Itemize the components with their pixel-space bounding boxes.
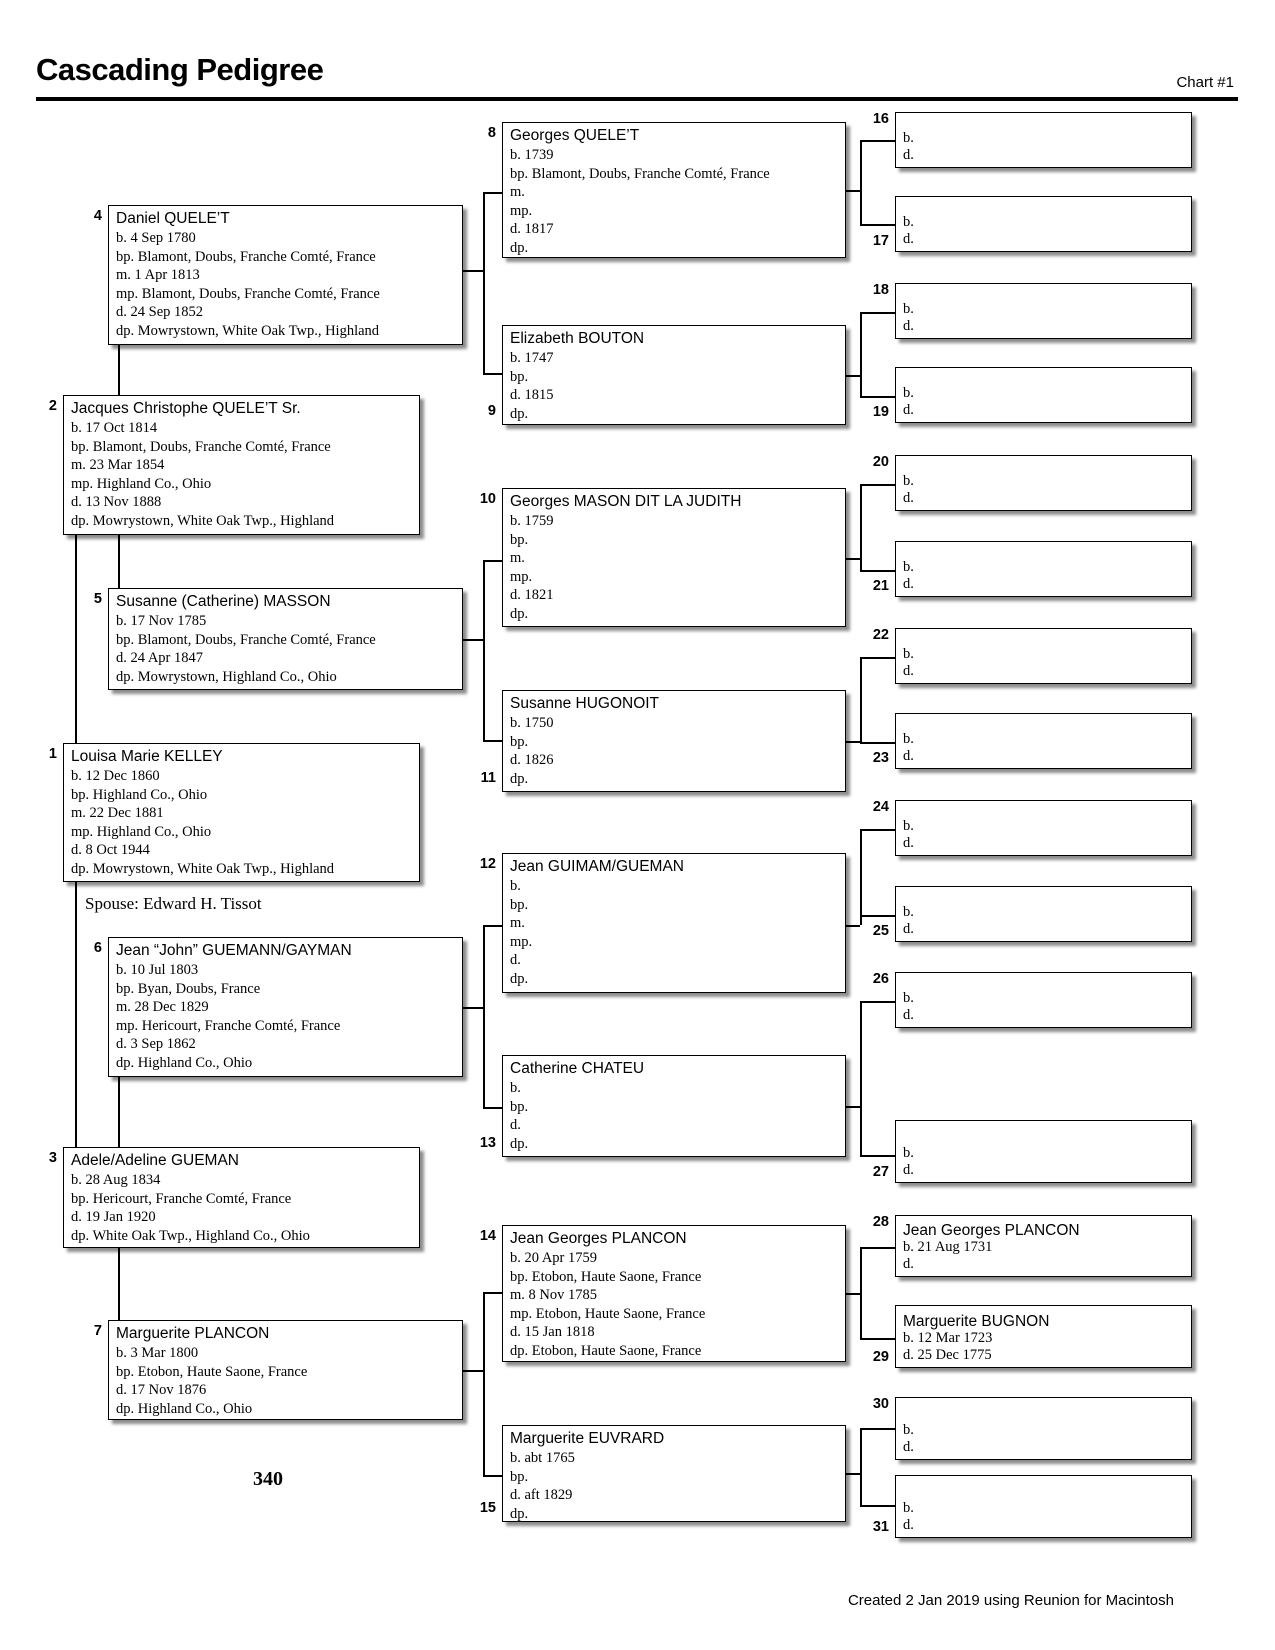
person-detail-line: dp. Mowrystown, Highland Co., Ohio xyxy=(116,668,337,685)
person-detail-line: b. xyxy=(903,130,914,146)
person-box-8 xyxy=(502,122,846,258)
connector-line xyxy=(483,1107,502,1109)
person-name: Marguerite EUVRARD xyxy=(510,1430,665,1447)
person-number-30: 30 xyxy=(872,1396,889,1412)
person-detail-line: d. xyxy=(903,921,914,937)
person-detail-line: dp. xyxy=(510,970,529,987)
person-number-24: 24 xyxy=(872,799,889,815)
person-number-8: 8 xyxy=(487,125,496,141)
person-detail-line: b. xyxy=(903,385,914,401)
person-box-21 xyxy=(895,541,1192,597)
person-box-18 xyxy=(895,283,1192,339)
person-box-6 xyxy=(108,937,463,1077)
person-detail-line: b. xyxy=(903,990,914,1006)
person-number-14: 14 xyxy=(479,1228,496,1244)
person-box-7 xyxy=(108,1320,463,1420)
person-detail-line: bp. Hericourt, Franche Comté, France xyxy=(71,1190,292,1207)
connector-line xyxy=(483,373,502,375)
person-detail-line: m. 22 Dec 1881 xyxy=(71,805,164,822)
connector-line xyxy=(860,657,862,742)
person-box-25 xyxy=(895,886,1192,942)
person-number-2: 2 xyxy=(48,398,57,414)
connector-line xyxy=(483,740,502,742)
person-box-16 xyxy=(895,112,1192,168)
connector-line xyxy=(483,1475,502,1477)
person-number-31: 31 xyxy=(872,1519,889,1535)
person-detail-line: b. xyxy=(510,878,521,894)
person-number-26: 26 xyxy=(872,971,889,987)
person-box-28 xyxy=(895,1215,1192,1277)
person-detail-line: dp. Etobon, Haute Saone, France xyxy=(510,1342,702,1359)
person-detail-line: d. xyxy=(903,147,914,163)
person-name: Elizabeth BOUTON xyxy=(510,330,645,347)
person-name: Adele/Adeline GUEMAN xyxy=(71,1152,239,1169)
person-detail-line: d. 1821 xyxy=(510,587,554,604)
person-detail-line: b. 17 Oct 1814 xyxy=(71,420,158,436)
person-detail-line: bp. Etobon, Haute Saone, France xyxy=(510,1268,702,1285)
person-box-14 xyxy=(502,1225,846,1362)
person-box-30 xyxy=(895,1397,1192,1460)
person-number-1: 1 xyxy=(48,746,57,762)
person-box-13 xyxy=(502,1055,846,1157)
connector-line xyxy=(846,190,860,192)
person-detail-line: d. xyxy=(903,663,914,679)
connector-line xyxy=(483,1292,485,1475)
person-detail-line: b. xyxy=(903,473,914,489)
person-detail-line: dp. Highland Co., Ohio xyxy=(116,1054,253,1071)
connector-line xyxy=(463,1007,483,1009)
person-number-10: 10 xyxy=(479,491,496,507)
connector-line xyxy=(860,312,862,396)
chart-number-label: Chart #1 xyxy=(1176,74,1234,91)
page-title: Cascading Pedigree xyxy=(36,52,324,87)
person-name: Jacques Christophe QUELE’T Sr. xyxy=(71,400,301,417)
person-box-10 xyxy=(502,488,846,627)
connector-line xyxy=(860,1428,895,1430)
person-box-19 xyxy=(895,367,1192,423)
person-number-6: 6 xyxy=(93,940,102,956)
person-detail-line: b. 10 Jul 1803 xyxy=(116,962,199,978)
person-box-22 xyxy=(895,628,1192,684)
person-number-7: 7 xyxy=(93,1323,102,1339)
person-detail-line: mp. xyxy=(510,202,533,219)
person-detail-line: m. 23 Mar 1854 xyxy=(71,457,165,474)
person-number-15: 15 xyxy=(479,1500,496,1516)
person-detail-line: bp. Etobon, Haute Saone, France xyxy=(116,1363,308,1380)
person-detail-line: mp. Hericourt, Franche Comté, France xyxy=(116,1017,341,1034)
person-name: Georges MASON DIT LA JUDITH xyxy=(510,493,742,510)
connector-line xyxy=(483,192,485,373)
person-number-27: 27 xyxy=(872,1164,889,1180)
person-name: Jean “John” GUEMANN/GAYMAN xyxy=(116,942,352,959)
person-detail-line: m. 1 Apr 1813 xyxy=(116,267,200,284)
person-detail-line: b. xyxy=(903,818,914,834)
person-detail-line: d. 1826 xyxy=(510,752,554,769)
person-detail-line: d. xyxy=(903,490,914,506)
connector-line xyxy=(118,345,120,395)
person-detail-line: d. 13 Nov 1888 xyxy=(71,494,162,511)
person-detail-line: dp. White Oak Twp., Highland Co., Ohio xyxy=(71,1227,310,1244)
person-number-22: 22 xyxy=(872,627,889,643)
person-detail-line: d. xyxy=(903,1517,914,1533)
created-note: Created 2 Jan 2019 using Reunion for Macintosh xyxy=(847,1592,1174,1609)
person-detail-line: dp. xyxy=(510,405,529,422)
person-detail-line: d. 15 Jan 1818 xyxy=(510,1324,595,1341)
title-divider xyxy=(36,97,1238,101)
person-box-4 xyxy=(108,205,463,345)
connector-line xyxy=(860,140,895,142)
connector-line xyxy=(846,375,860,377)
connector-line xyxy=(483,560,485,740)
person-detail-line: dp. Mowrystown, White Oak Twp., Highland xyxy=(71,860,335,877)
person-box-20 xyxy=(895,455,1192,511)
person-detail-line: b. xyxy=(903,904,914,920)
person-detail-line: bp. xyxy=(510,368,529,385)
person-detail-line: b. xyxy=(903,559,914,575)
person-detail-line: bp. Blamont, Doubs, Franche Comté, France xyxy=(116,631,376,648)
person-detail-line: bp. Blamont, Doubs, Franche Comté, France xyxy=(116,248,376,265)
connector-line xyxy=(860,224,895,226)
person-detail-line: b. 12 Mar 1723 xyxy=(903,1330,993,1346)
person-detail-line: bp. xyxy=(510,1468,529,1485)
person-detail-line: d. 1817 xyxy=(510,221,554,238)
person-detail-line: b. xyxy=(903,1500,914,1516)
connector-line xyxy=(860,742,895,744)
person-number-19: 19 xyxy=(872,404,889,420)
person-detail-line: b. xyxy=(903,646,914,662)
person-name: Daniel QUELE’T xyxy=(116,210,230,227)
connector-line xyxy=(860,396,895,398)
connector-line xyxy=(846,1473,860,1475)
person-detail-line: dp. xyxy=(510,1135,529,1152)
person-box-29 xyxy=(895,1305,1192,1368)
person-detail-line: dp. Mowrystown, White Oak Twp., Highland xyxy=(71,512,335,529)
person-name: Catherine CHATEU xyxy=(510,1060,645,1077)
page-number: 340 xyxy=(253,1468,283,1490)
person-detail-line: mp. Blamont, Doubs, Franche Comté, France xyxy=(116,285,380,302)
connector-line xyxy=(860,1505,895,1507)
person-detail-line: b. 28 Aug 1834 xyxy=(71,1172,161,1188)
person-detail-line: mp. xyxy=(510,568,533,585)
connector-line xyxy=(483,192,502,194)
person-detail-line: d. xyxy=(903,835,914,851)
person-detail-line: d. 3 Sep 1862 xyxy=(116,1036,196,1053)
connector-line xyxy=(483,925,502,927)
person-name: Jean Georges PLANCON xyxy=(510,1230,687,1247)
person-detail-line: m. xyxy=(510,184,525,201)
person-number-20: 20 xyxy=(872,454,889,470)
person-detail-line: mp. Highland Co., Ohio xyxy=(71,823,212,840)
person-number-11: 11 xyxy=(480,770,496,786)
connector-line xyxy=(846,558,860,560)
person-name: Susanne (Catherine) MASSON xyxy=(116,593,331,610)
connector-line xyxy=(75,882,77,1147)
person-name: Jean Georges PLANCON xyxy=(903,1222,1080,1239)
person-number-13: 13 xyxy=(479,1135,496,1151)
person-number-4: 4 xyxy=(93,208,102,224)
connector-line xyxy=(860,1428,862,1505)
person-detail-line: d. 24 Sep 1852 xyxy=(116,304,203,321)
connector-line xyxy=(860,657,895,659)
connector-line xyxy=(846,1293,860,1295)
person-box-26 xyxy=(895,972,1192,1028)
person-box-15 xyxy=(502,1425,846,1522)
person-detail-line: d. xyxy=(903,231,914,247)
connector-line xyxy=(860,829,895,831)
person-detail-line: d. xyxy=(903,1439,914,1455)
connector-line xyxy=(860,1247,862,1338)
connector-line xyxy=(846,741,860,743)
connector-line xyxy=(463,270,483,272)
connector-line xyxy=(860,312,895,314)
person-detail-line: d. xyxy=(903,318,914,334)
person-detail-line: mp. Etobon, Haute Saone, France xyxy=(510,1305,706,1322)
person-number-28: 28 xyxy=(872,1214,889,1230)
connector-line xyxy=(860,140,862,224)
person-number-23: 23 xyxy=(872,750,889,766)
person-detail-line: bp. xyxy=(510,1098,529,1115)
person-number-29: 29 xyxy=(872,1349,889,1365)
person-box-5 xyxy=(108,588,463,690)
person-detail-line: d. xyxy=(510,952,521,969)
person-detail-line: dp. xyxy=(510,605,529,622)
person-detail-line: b. 3 Mar 1800 xyxy=(116,1345,199,1361)
person-detail-line: b. 4 Sep 1780 xyxy=(116,230,196,246)
person-number-12: 12 xyxy=(479,856,496,872)
person-box-27 xyxy=(895,1120,1192,1183)
person-detail-line: dp. xyxy=(510,770,529,787)
person-detail-line: dp. Highland Co., Ohio xyxy=(116,1400,253,1417)
person-detail-line: d. xyxy=(903,748,914,764)
person-number-17: 17 xyxy=(872,233,889,249)
person-detail-line: bp. Highland Co., Ohio xyxy=(71,786,208,803)
connector-line xyxy=(483,1292,502,1294)
connector-line xyxy=(860,1155,895,1157)
person-detail-line: b. 21 Aug 1731 xyxy=(903,1239,993,1255)
connector-line xyxy=(846,925,860,927)
connector-line xyxy=(860,1338,895,1340)
person-detail-line: m. 8 Nov 1785 xyxy=(510,1287,597,1304)
person-detail-line: b. xyxy=(903,1422,914,1438)
person-box-31 xyxy=(895,1475,1192,1538)
person-detail-line: d. 24 Apr 1847 xyxy=(116,650,203,667)
person-detail-line: b. xyxy=(903,731,914,747)
person-box-11 xyxy=(502,690,846,792)
person-detail-line: d. 17 Nov 1876 xyxy=(116,1382,207,1399)
person-box-23 xyxy=(895,713,1192,769)
person-detail-line: dp. Mowrystown, White Oak Twp., Highland xyxy=(116,322,380,339)
connector-line xyxy=(483,925,485,1107)
person-detail-line: b. 1759 xyxy=(510,513,554,529)
person-number-21: 21 xyxy=(872,578,889,594)
person-detail-line: d. xyxy=(510,1117,521,1134)
person-number-18: 18 xyxy=(872,282,889,298)
person-detail-line: d. xyxy=(903,576,914,592)
person-detail-line: bp. xyxy=(510,733,529,750)
connector-line xyxy=(75,535,77,743)
person-number-25: 25 xyxy=(872,923,889,939)
person-detail-line: m. xyxy=(510,550,525,567)
spouse-note: Spouse: Edward H. Tissot xyxy=(85,894,262,913)
person-name: Marguerite BUGNON xyxy=(903,1313,1050,1330)
person-detail-line: m. 28 Dec 1829 xyxy=(116,999,209,1016)
person-number-16: 16 xyxy=(872,111,889,127)
connector-line xyxy=(860,570,895,572)
connector-line xyxy=(118,1077,120,1147)
connector-line xyxy=(860,1001,895,1003)
person-name: Georges QUELE’T xyxy=(510,127,640,144)
person-detail-line: d. 1815 xyxy=(510,387,554,404)
person-detail-line: d. 19 Jan 1920 xyxy=(71,1209,156,1226)
person-detail-line: d. aft 1829 xyxy=(510,1487,573,1504)
person-name: Marguerite PLANCON xyxy=(116,1325,270,1342)
person-box-2 xyxy=(63,395,420,535)
person-box-12 xyxy=(502,853,846,993)
connector-line xyxy=(860,484,895,486)
person-box-1 xyxy=(63,743,420,882)
person-detail-line: bp. Byan, Doubs, France xyxy=(116,980,261,997)
person-detail-line: m. xyxy=(510,915,525,932)
connector-line xyxy=(860,484,862,570)
connector-line xyxy=(860,829,862,925)
person-detail-line: b. 1750 xyxy=(510,715,554,731)
person-box-3 xyxy=(63,1147,420,1248)
person-detail-line: dp. xyxy=(510,1505,529,1522)
person-detail-line: b. xyxy=(903,1145,914,1161)
person-detail-line: d. xyxy=(903,1162,914,1178)
person-number-9: 9 xyxy=(487,403,496,419)
person-detail-line: d. 25 Dec 1775 xyxy=(903,1347,992,1363)
person-detail-line: d. xyxy=(903,1256,914,1272)
person-detail-line: dp. xyxy=(510,239,529,256)
person-name: Jean GUIMAM/GUEMAN xyxy=(510,858,684,875)
person-detail-line: b. xyxy=(510,1080,521,1096)
person-detail-line: b. 12 Dec 1860 xyxy=(71,768,160,784)
person-detail-line: bp. Blamont, Doubs, Franche Comté, France xyxy=(510,165,770,182)
connector-line xyxy=(860,1001,862,1155)
person-detail-line: b. 1739 xyxy=(510,147,554,163)
person-number-3: 3 xyxy=(48,1150,57,1166)
connector-line xyxy=(118,1248,120,1320)
person-detail-line: b. 1747 xyxy=(510,350,554,366)
person-detail-line: b. 17 Nov 1785 xyxy=(116,613,207,629)
person-detail-line: d. xyxy=(903,402,914,418)
person-box-24 xyxy=(895,800,1192,856)
connector-line xyxy=(860,1247,895,1249)
person-name: Susanne HUGONOIT xyxy=(510,695,660,712)
connector-line xyxy=(463,1370,483,1372)
person-number-5: 5 xyxy=(93,591,102,607)
connector-line xyxy=(463,639,483,641)
person-detail-line: d. xyxy=(903,1007,914,1023)
person-detail-line: b. xyxy=(903,301,914,317)
person-detail-line: b. xyxy=(903,214,914,230)
person-detail-line: d. 8 Oct 1944 xyxy=(71,842,150,859)
person-detail-line: mp. xyxy=(510,933,533,950)
connector-line xyxy=(860,915,895,917)
person-detail-line: bp. xyxy=(510,531,529,548)
person-box-17 xyxy=(895,196,1192,252)
connector-line xyxy=(483,560,502,562)
person-detail-line: b. 20 Apr 1759 xyxy=(510,1250,597,1266)
person-detail-line: bp. xyxy=(510,896,529,913)
person-detail-line: mp. Highland Co., Ohio xyxy=(71,475,212,492)
person-detail-line: b. abt 1765 xyxy=(510,1450,575,1466)
person-detail-line: bp. Blamont, Doubs, Franche Comté, France xyxy=(71,438,331,455)
person-name: Louisa Marie KELLEY xyxy=(71,748,223,765)
connector-line xyxy=(846,1106,860,1108)
person-box-9 xyxy=(502,325,846,425)
connector-line xyxy=(118,535,120,588)
